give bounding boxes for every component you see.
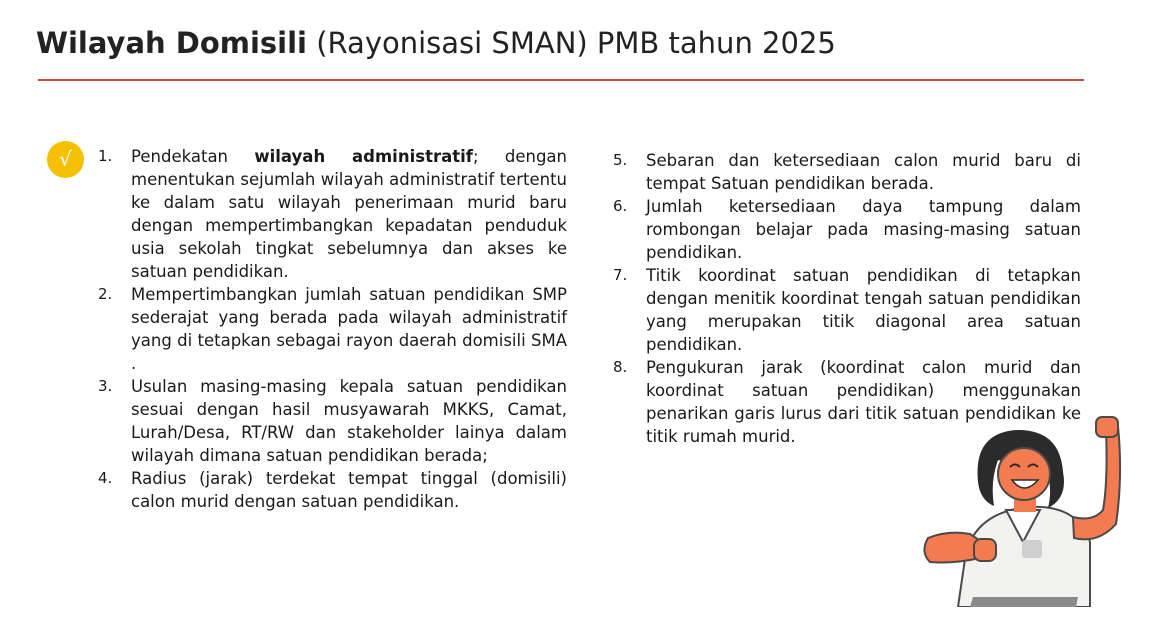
- item-text: Radius (jarak) terdekat tempat tinggal (domisili) calon murid dengan satuan pendidikan.: [131, 469, 567, 511]
- title-bold: Wilayah Domisili: [36, 26, 307, 60]
- item-text-end: ; dengan menentukan sejumlah wilayah administratif tertentu ke dalam satu wilayah penerimaan murid baru dengan mempertimbangkan kepadatan penduduk usia sekolah tingkat sebelumnya dan akses ke satuan pendidikan.: [131, 147, 567, 281]
- criteria-list-left: [98, 145, 567, 513]
- item-number: 6.: [613, 197, 628, 215]
- list-item: [613, 149, 1081, 195]
- item-number: 8.: [613, 358, 628, 376]
- criteria-list-right: [613, 149, 1081, 448]
- title-divider: [38, 79, 1084, 81]
- item-number: 2.: [98, 285, 113, 303]
- list-item: [98, 375, 567, 467]
- item-text: Pengukuran jarak (koordinat calon murid dan koordinat satuan pendidikan) menggunakan penarikan garis lurus dari titik satuan pendidikan ke titik rumah murid.: [646, 358, 1081, 446]
- item-number: 4.: [98, 469, 113, 487]
- item-text-bold: wilayah administratif: [254, 147, 473, 166]
- item-number: 5.: [613, 151, 628, 169]
- item-text: Titik koordinat satuan pendidikan di tetapkan dengan menitik koordinat tengah satuan pendidikan yang merupakan titik diagonal area satuan pendidikan.: [646, 266, 1081, 354]
- item-text: Mempertimbangkan jumlah satuan pendidikan SMP sederajat yang berada pada wilayah administratif yang di tetapkan sebagai rayon daerah domisili SMA .: [131, 285, 567, 373]
- title-rest: (Rayonisasi SMAN) PMB tahun 2025: [307, 26, 836, 60]
- page-title: [36, 26, 836, 60]
- item-number: 1.: [98, 147, 113, 165]
- cheering-student-illustration: [918, 412, 1158, 607]
- checkmark-symbol: √: [59, 147, 72, 171]
- item-text-start: Pendekatan: [131, 147, 255, 166]
- list-item: [613, 264, 1081, 356]
- item-text: Sebaran dan ketersediaan calon murid baru di tempat Satuan pendidikan berada.: [646, 151, 1081, 193]
- checkmark-icon: [47, 141, 84, 178]
- list-item: [613, 195, 1081, 264]
- item-text: Usulan masing-masing kepala satuan pendidikan sesuai dengan hasil musyawarah MKKS, Camat, Lurah/Desa, RT/RW dan stakeholder lainya dalam wilayah dimana satuan pendidikan berada;: [131, 377, 567, 465]
- list-item: [98, 145, 567, 283]
- item-text: Jumlah ketersediaan daya tampung dalam rombongan belajar pada masing-masing satuan pendidikan.: [646, 197, 1081, 262]
- list-item: [98, 467, 567, 513]
- item-number: 7.: [613, 266, 628, 284]
- item-number: 3.: [98, 377, 113, 395]
- list-item: [98, 283, 567, 375]
